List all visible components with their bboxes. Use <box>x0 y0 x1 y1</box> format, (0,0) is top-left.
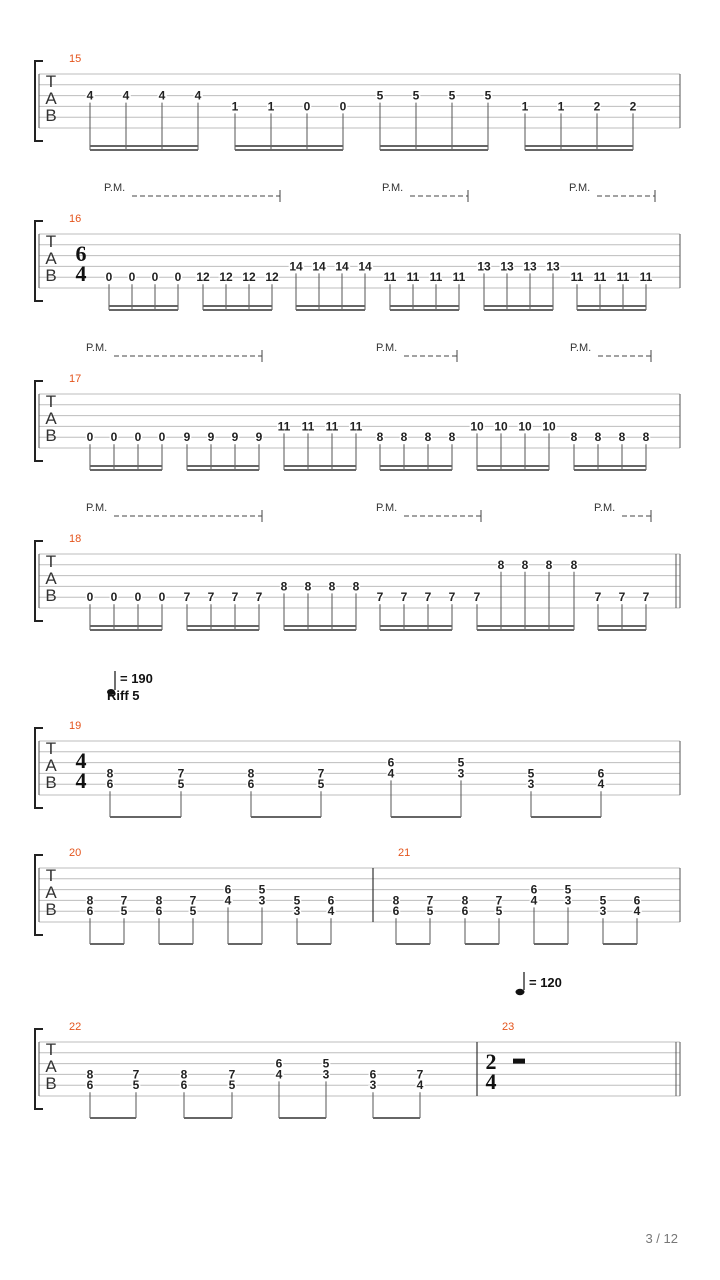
fret-number: 9 <box>231 430 239 445</box>
fret-number: 12 <box>242 270 256 285</box>
tab-clef-letter: A <box>45 1057 57 1076</box>
fret-number: 7 <box>228 1067 236 1082</box>
fret-number: 3 <box>527 777 535 792</box>
half-rest <box>513 1059 525 1064</box>
tab-clef-letter: T <box>45 739 57 758</box>
fret-number: 6 <box>180 1078 188 1093</box>
fret-number: 5 <box>599 893 607 908</box>
fret-number: 7 <box>400 590 408 605</box>
fret-number: 4 <box>122 88 130 103</box>
fret-number: 2 <box>593 99 601 114</box>
fret-number: 11 <box>277 419 291 434</box>
palm-mute-label: P.M. <box>104 182 126 194</box>
fret-number: 0 <box>134 430 142 445</box>
fret-number: 14 <box>358 259 372 274</box>
fret-number: 6 <box>86 1078 94 1093</box>
fret-number: 6 <box>530 882 538 897</box>
measure-number: 18 <box>69 533 82 545</box>
fret-number: 3 <box>258 893 266 908</box>
fret-number: 0 <box>110 430 118 445</box>
tab-clef-letter: B <box>45 1074 57 1093</box>
fret-number: 6 <box>224 882 232 897</box>
palm-mute-label: P.M. <box>86 342 108 354</box>
fret-number: 14 <box>335 259 349 274</box>
tab-clef-letter: T <box>45 72 57 91</box>
tab-clef-letter: B <box>45 426 57 445</box>
fret-number: 8 <box>448 430 456 445</box>
fret-number: 10 <box>542 419 556 434</box>
fret-number: 8 <box>352 579 360 594</box>
fret-number: 8 <box>521 557 529 572</box>
fret-number: 8 <box>180 1067 188 1082</box>
tempo-marking: = 120 <box>529 975 562 990</box>
fret-number: 5 <box>293 893 301 908</box>
fret-number: 7 <box>255 590 263 605</box>
fret-number: 7 <box>473 590 481 605</box>
fret-number: 8 <box>400 430 408 445</box>
fret-number: 4 <box>327 904 335 919</box>
fret-number: 5 <box>120 904 128 919</box>
fret-number: 8 <box>304 579 312 594</box>
fret-number: 8 <box>497 557 505 572</box>
fret-number: 5 <box>258 882 266 897</box>
fret-number: 5 <box>426 904 434 919</box>
fret-number: 7 <box>416 1067 424 1082</box>
fret-number: 7 <box>132 1067 140 1082</box>
fret-number: 4 <box>194 88 202 103</box>
fret-number: 13 <box>500 259 514 274</box>
fret-number: 14 <box>312 259 326 274</box>
tab-clef-letter: B <box>45 773 57 792</box>
fret-number: 11 <box>301 419 315 434</box>
fret-number: 10 <box>494 419 508 434</box>
measure-number: 16 <box>69 213 82 225</box>
fret-number: 0 <box>134 590 142 605</box>
tab-clef-letter: T <box>45 1040 57 1059</box>
fret-number: 8 <box>106 766 114 781</box>
fret-number: 4 <box>530 893 538 908</box>
time-signature-bottom: 4 <box>485 1069 497 1094</box>
fret-number: 7 <box>376 590 384 605</box>
palm-mute-label: P.M. <box>376 342 398 354</box>
time-signature-bottom: 4 <box>75 261 87 286</box>
fret-number: 6 <box>392 904 400 919</box>
time-signature-top: 2 <box>485 1049 497 1074</box>
fret-number: 6 <box>327 893 335 908</box>
fret-number: 5 <box>457 755 465 770</box>
fret-number: 9 <box>207 430 215 445</box>
fret-number: 4 <box>86 88 94 103</box>
fret-number: 5 <box>132 1078 140 1093</box>
tab-clef-letter: A <box>45 249 57 268</box>
fret-number: 0 <box>128 270 136 285</box>
tab-clef-letter: T <box>45 392 57 411</box>
fret-number: 7 <box>448 590 456 605</box>
fret-number: 6 <box>247 777 255 792</box>
fret-number: 11 <box>593 270 607 285</box>
palm-mute-label: P.M. <box>570 342 592 354</box>
fret-number: 8 <box>594 430 602 445</box>
fret-number: 6 <box>597 766 605 781</box>
fret-number: 8 <box>328 579 336 594</box>
fret-number: 11 <box>325 419 339 434</box>
measure-number: 23 <box>502 1021 515 1033</box>
fret-number: 4 <box>275 1067 283 1082</box>
palm-mute-label: P.M. <box>569 182 591 194</box>
fret-number: 7 <box>177 766 185 781</box>
fret-number: 13 <box>523 259 537 274</box>
fret-number: 6 <box>86 904 94 919</box>
palm-mute-label: P.M. <box>86 502 108 514</box>
fret-number: 6 <box>387 755 395 770</box>
time-signature-bottom: 4 <box>75 768 87 793</box>
tab-clef-letter: A <box>45 569 57 588</box>
page-number: 3 / 12 <box>645 1231 678 1246</box>
fret-number: 0 <box>339 99 347 114</box>
palm-mute-label: P.M. <box>594 502 616 514</box>
fret-number: 13 <box>546 259 560 274</box>
fret-number: 7 <box>207 590 215 605</box>
measure-number: 22 <box>69 1021 82 1033</box>
tab-clef-letter: B <box>45 900 57 919</box>
fret-number: 11 <box>406 270 420 285</box>
measure-number: 17 <box>69 373 82 385</box>
fret-number: 0 <box>303 99 311 114</box>
tab-clef-letter: A <box>45 409 57 428</box>
fret-number: 11 <box>616 270 630 285</box>
fret-number: 10 <box>518 419 532 434</box>
fret-number: 4 <box>633 904 641 919</box>
fret-number: 1 <box>231 99 239 114</box>
fret-number: 8 <box>424 430 432 445</box>
fret-number: 7 <box>495 893 503 908</box>
fret-number: 6 <box>106 777 114 792</box>
time-signature-top: 6 <box>75 241 87 266</box>
fret-number: 8 <box>86 1067 94 1082</box>
fret-number: 0 <box>174 270 182 285</box>
tab-clef-letter: B <box>45 586 57 605</box>
fret-number: 4 <box>387 766 395 781</box>
fret-number: 6 <box>461 904 469 919</box>
fret-number: 5 <box>412 88 420 103</box>
fret-number: 0 <box>86 430 94 445</box>
fret-number: 7 <box>642 590 650 605</box>
fret-number: 8 <box>376 430 384 445</box>
fret-number: 8 <box>570 430 578 445</box>
fret-number: 9 <box>183 430 191 445</box>
fret-number: 7 <box>120 893 128 908</box>
fret-number: 7 <box>189 893 197 908</box>
fret-number: 13 <box>477 259 491 274</box>
fret-number: 8 <box>247 766 255 781</box>
fret-number: 11 <box>639 270 653 285</box>
fret-number: 8 <box>570 557 578 572</box>
tab-clef-letter: B <box>45 106 57 125</box>
fret-number: 11 <box>383 270 397 285</box>
fret-number: 5 <box>376 88 384 103</box>
tab-clef-letter: A <box>45 89 57 108</box>
fret-number: 4 <box>416 1078 424 1093</box>
time-signature-top: 4 <box>75 748 87 773</box>
fret-number: 3 <box>564 893 572 908</box>
fret-number: 14 <box>289 259 303 274</box>
fret-number: 7 <box>426 893 434 908</box>
fret-number: 2 <box>629 99 637 114</box>
fret-number: 3 <box>599 904 607 919</box>
measure-number: 21 <box>398 847 411 859</box>
measure-number: 20 <box>69 847 82 859</box>
fret-number: 5 <box>317 777 325 792</box>
fret-number: 7 <box>183 590 191 605</box>
tab-clef-letter: T <box>45 552 57 571</box>
fret-number: 0 <box>158 590 166 605</box>
fret-number: 0 <box>151 270 159 285</box>
measure-number: 15 <box>69 53 82 65</box>
fret-number: 5 <box>177 777 185 792</box>
fret-number: 5 <box>495 904 503 919</box>
palm-mute-label: P.M. <box>376 502 398 514</box>
fret-number: 11 <box>570 270 584 285</box>
fret-number: 12 <box>196 270 210 285</box>
fret-number: 12 <box>219 270 233 285</box>
fret-number: 8 <box>155 893 163 908</box>
fret-number: 3 <box>369 1078 377 1093</box>
fret-number: 11 <box>452 270 466 285</box>
fret-number: 8 <box>545 557 553 572</box>
tempo-marking: = 190 <box>120 671 153 686</box>
tab-clef-letter: T <box>45 232 57 251</box>
fret-number: 6 <box>369 1067 377 1082</box>
fret-number: 0 <box>110 590 118 605</box>
fret-number: 12 <box>265 270 279 285</box>
fret-number: 7 <box>317 766 325 781</box>
fret-number: 4 <box>224 893 232 908</box>
fret-number: 0 <box>86 590 94 605</box>
fret-number: 4 <box>597 777 605 792</box>
fret-number: 8 <box>280 579 288 594</box>
fret-number: 5 <box>322 1056 330 1071</box>
fret-number: 3 <box>457 766 465 781</box>
measure-number: 19 <box>69 720 82 732</box>
fret-number: 6 <box>155 904 163 919</box>
fret-number: 6 <box>633 893 641 908</box>
fret-number: 8 <box>392 893 400 908</box>
fret-number: 6 <box>275 1056 283 1071</box>
fret-number: 11 <box>429 270 443 285</box>
fret-number: 11 <box>349 419 363 434</box>
tab-clef-letter: T <box>45 866 57 885</box>
fret-number: 8 <box>86 893 94 908</box>
fret-number: 5 <box>448 88 456 103</box>
fret-number: 8 <box>642 430 650 445</box>
fret-number: 1 <box>557 99 565 114</box>
fret-number: 4 <box>158 88 166 103</box>
fret-number: 8 <box>461 893 469 908</box>
fret-number: 3 <box>322 1067 330 1082</box>
fret-number: 8 <box>618 430 626 445</box>
section-label: Riff 5 <box>107 688 140 703</box>
tempo-note-head <box>516 989 525 995</box>
fret-number: 7 <box>231 590 239 605</box>
fret-number: 5 <box>527 766 535 781</box>
tab-clef-letter: A <box>45 756 57 775</box>
fret-number: 5 <box>484 88 492 103</box>
fret-number: 10 <box>470 419 484 434</box>
fret-number: 5 <box>189 904 197 919</box>
fret-number: 5 <box>228 1078 236 1093</box>
fret-number: 3 <box>293 904 301 919</box>
tab-clef-letter: B <box>45 266 57 285</box>
fret-number: 7 <box>594 590 602 605</box>
fret-number: 0 <box>158 430 166 445</box>
fret-number: 9 <box>255 430 263 445</box>
fret-number: 5 <box>564 882 572 897</box>
fret-number: 7 <box>618 590 626 605</box>
tab-clef-letter: A <box>45 883 57 902</box>
fret-number: 1 <box>267 99 275 114</box>
palm-mute-label: P.M. <box>382 182 404 194</box>
fret-number: 7 <box>424 590 432 605</box>
fret-number: 0 <box>105 270 113 285</box>
fret-number: 1 <box>521 99 529 114</box>
